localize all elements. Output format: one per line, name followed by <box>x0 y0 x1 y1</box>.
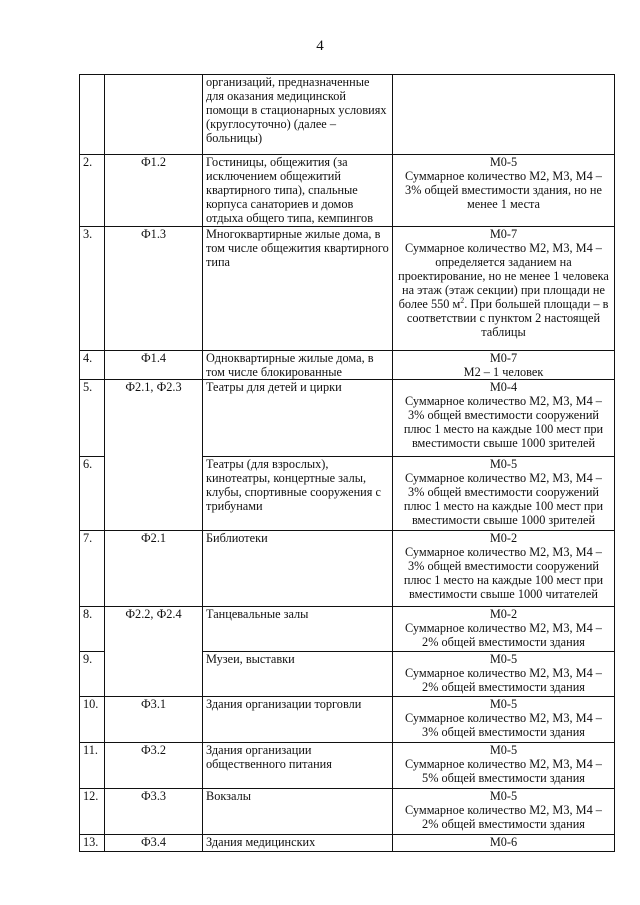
row-number: 3. <box>80 227 105 351</box>
quantity-cell <box>393 531 615 607</box>
functional-class: Ф3.1 <box>105 697 203 743</box>
building-type: Гостиницы, общежития (за исключением общежитий квартирного типа), спальные корпуса санаториев и домов отдыха общего типа, кемпингов <box>203 155 393 227</box>
quantity-cell <box>393 457 615 531</box>
superscript: 2 <box>460 295 465 305</box>
row-number: 12. <box>80 789 105 835</box>
mobility-group-code: М0-2 <box>489 531 518 545</box>
quantity-cell <box>393 351 615 380</box>
functional-class: Ф2.1, Ф2.3 <box>105 380 203 531</box>
quantity-cell <box>393 227 615 351</box>
functional-class: Ф1.4 <box>105 351 203 380</box>
mobility-group-code: М0-2 <box>489 607 518 621</box>
functional-class: Ф2.2, Ф2.4 <box>105 607 203 697</box>
functional-class <box>105 75 203 155</box>
table-row <box>80 380 615 457</box>
mobility-group-code: М0-4 <box>489 380 518 394</box>
quantity-text: М2 – 1 человек <box>463 365 544 379</box>
requirements-table <box>79 74 615 852</box>
mobility-group-code: М0-5 <box>489 155 518 169</box>
functional-class: Ф3.3 <box>105 789 203 835</box>
table-row <box>80 531 615 607</box>
mobility-group-code: М0-5 <box>489 652 518 666</box>
table-row <box>80 75 615 155</box>
quantity-text: Суммарное количество М2, М3, М4 – 2% общей вместимости здания <box>405 803 602 831</box>
quantity-text: Суммарное количество М2, М3, М4 – 3% общей вместимости здания <box>405 711 602 739</box>
quantity-cell <box>393 835 615 852</box>
mobility-group-code: М0-5 <box>489 457 518 471</box>
row-number: 2. <box>80 155 105 227</box>
quantity-cell <box>393 607 615 652</box>
table-row <box>80 789 615 835</box>
row-number: 11. <box>80 743 105 789</box>
row-number: 5. <box>80 380 105 457</box>
mobility-group-code: М0-5 <box>489 743 518 757</box>
row-number: 13. <box>80 835 105 852</box>
functional-class: Ф2.1 <box>105 531 203 607</box>
row-number: 4. <box>80 351 105 380</box>
quantity-text: Суммарное количество М2, М3, М4 – определяется заданием на проектирование, но не менее 1 человека на этаж (этаж секции) при площади не более 550 $м^2$. При большей площади – в соответствии с пунктом 2 настоящей таблицы <box>398 241 609 339</box>
table-row <box>80 743 615 789</box>
building-type: Многоквартирные жилые дома, в том числе общежития квартирного типа <box>203 227 393 351</box>
functional-class: Ф3.2 <box>105 743 203 789</box>
quantity-cell <box>393 789 615 835</box>
quantity-cell <box>393 155 615 227</box>
building-type: Здания организации общественного питания <box>203 743 393 789</box>
functional-class: Ф1.3 <box>105 227 203 351</box>
row-number: 8. <box>80 607 105 652</box>
row-number <box>80 75 105 155</box>
mobility-group-code: М0-5 <box>489 789 518 803</box>
quantity-text: Суммарное количество М2, М3, М4 – 3% общей вместимости сооружений плюс 1 место на каждые 100 мест при вместимости свыше 1000 зрителей <box>403 471 604 527</box>
quantity-cell <box>393 652 615 697</box>
quantity-cell <box>393 743 615 789</box>
table-row <box>80 227 615 351</box>
row-number: 9. <box>80 652 105 697</box>
building-type: Вокзалы <box>203 789 393 835</box>
functional-class: Ф1.2 <box>105 155 203 227</box>
quantity-text: Суммарное количество М2, М3, М4 – 3% общей вместимости сооружений плюс 1 место на каждые 100 мест при вместимости свыше 1000 читателей <box>403 545 604 601</box>
table-row <box>80 155 615 227</box>
row-number: 7. <box>80 531 105 607</box>
page-number: 4 <box>316 38 324 54</box>
building-type: Музеи, выставки <box>203 652 393 697</box>
building-type: Театры (для взрослых), кинотеатры, концертные залы, клубы, спортивные сооружения с трибунами <box>203 457 393 531</box>
quantity-text: Суммарное количество М2, М3, М4 – 2% общей вместимости здания <box>405 621 602 649</box>
row-number: 10. <box>80 697 105 743</box>
quantity-cell <box>393 75 615 155</box>
building-type: Здания организации торговли <box>203 697 393 743</box>
building-type: Танцевальные залы <box>203 607 393 652</box>
quantity-text: Суммарное количество М2, М3, М4 – 3% общей вместимости сооружений плюс 1 место на каждые 100 мест при вместимости свыше 1000 зрителей <box>403 394 604 450</box>
table-row <box>80 351 615 380</box>
row-number: 6. <box>80 457 105 531</box>
building-type: Здания медицинских <box>203 835 393 852</box>
building-type: Библиотеки <box>203 531 393 607</box>
building-type: Одноквартирные жилые дома, в том числе блокированные <box>203 351 393 380</box>
quantity-cell <box>393 697 615 743</box>
quantity-text: Суммарное количество М2, М3, М4 – 5% общей вместимости здания <box>405 757 602 785</box>
table-row <box>80 697 615 743</box>
quantity-cell <box>393 380 615 457</box>
mobility-group-code: М0-7 <box>489 351 518 365</box>
quantity-text: Суммарное количество М2, М3, М4 – 3% общей вместимости здания, но не менее 1 места <box>405 169 602 211</box>
quantity-text: Суммарное количество М2, М3, М4 – 2% общей вместимости здания <box>405 666 602 694</box>
table-row <box>80 607 615 652</box>
mobility-group-code: М0-6 <box>489 835 518 849</box>
mobility-group-code: М0-5 <box>489 697 518 711</box>
building-type: организаций, предназначенные для оказания медицинской помощи в стационарных условиях (круглосуточно) (далее – больницы) <box>203 75 393 155</box>
mobility-group-code: М0-7 <box>489 227 518 241</box>
building-type: Театры для детей и цирки <box>203 380 393 457</box>
functional-class: Ф3.4 <box>105 835 203 852</box>
table-row <box>80 835 615 852</box>
